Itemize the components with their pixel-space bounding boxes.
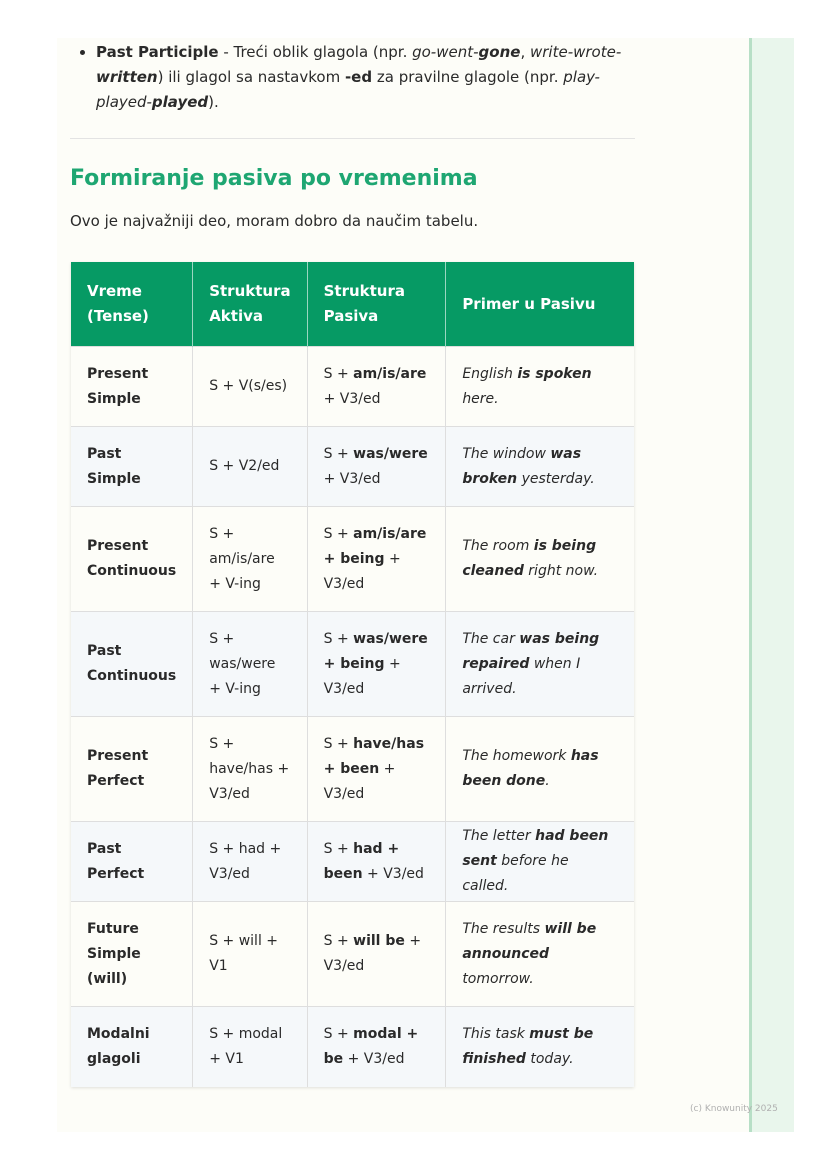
cell-passive: S + have/has + been + V3/ed (307, 717, 446, 822)
past-participle-bullet (78, 40, 638, 115)
suffix-ed: -ed (344, 68, 373, 86)
example-go: go-went-gone (412, 43, 521, 61)
cell-example: The results will be announced tomorrow. (446, 902, 634, 1007)
cell-example: The letter had been sent before he called. (446, 822, 634, 902)
cell-tense: Present Simple (71, 347, 193, 427)
section-divider (70, 138, 635, 139)
header-active: Struktura Aktiva (193, 262, 307, 347)
cell-passive: S + am/is/are + V3/ed (307, 347, 446, 427)
cell-tense: Modalni glagoli (71, 1007, 193, 1087)
table-row (71, 717, 634, 822)
cell-active: S + had + V3/ed (193, 822, 307, 902)
cell-tense: Present Continuous (71, 507, 193, 612)
table-row (71, 612, 634, 717)
cell-active: S + modal + V1 (193, 1007, 307, 1087)
cell-tense: Past Perfect (71, 822, 193, 902)
table-row (71, 822, 634, 902)
cell-active: S + will + V1 (193, 902, 307, 1007)
bullet-separator: , (520, 43, 530, 61)
cell-example: The car was being repaired when I arrived. (446, 612, 634, 717)
cell-tense: Past Continuous (71, 612, 193, 717)
table-row (71, 427, 634, 507)
bullet-text: ). (208, 93, 219, 111)
cell-example: The window was broken yesterday. (446, 427, 634, 507)
example-write: write-wrote-written (96, 43, 622, 86)
cell-passive: S + will be + V3/ed (307, 902, 446, 1007)
cell-passive: S + modal + be + V3/ed (307, 1007, 446, 1087)
table-row (71, 507, 634, 612)
table-body (71, 347, 634, 1087)
passive-tenses-table (71, 262, 634, 1087)
section-intro: Ovo je najvažniji deo, moram dobro da naučim tabelu. (70, 212, 479, 230)
table-row (71, 1007, 634, 1087)
cell-passive: S + am/is/are + being + V3/ed (307, 507, 446, 612)
cell-active: S + V2/ed (193, 427, 307, 507)
header-passive: Struktura Pasiva (307, 262, 446, 347)
bullet-text: ) ili glagol sa nastavkom (157, 68, 345, 86)
bullet-term: Past Participle (96, 43, 219, 61)
cell-active: S + am/is/are + V-ing (193, 507, 307, 612)
side-panel (749, 38, 794, 1132)
cell-active: S + V(s/es) (193, 347, 307, 427)
bullet-item (96, 40, 638, 115)
cell-passive: S + was/were + V3/ed (307, 427, 446, 507)
cell-passive: S + was/were + being + V3/ed (307, 612, 446, 717)
example-play: play-played-played (96, 68, 600, 111)
header-tense: Vreme (Tense) (71, 262, 193, 347)
cell-example: The homework has been done. (446, 717, 634, 822)
table-row (71, 902, 634, 1007)
bullet-text: za pravilne glagole (npr. (372, 68, 564, 86)
cell-tense: Future Simple (will) (71, 902, 193, 1007)
cell-example: This task must be finished today. (446, 1007, 634, 1087)
cell-active: S + have/has + V3/ed (193, 717, 307, 822)
section-heading: Formiranje pasiva po vremenima (70, 166, 478, 191)
cell-active: S + was/were + V-ing (193, 612, 307, 717)
cell-tense: Present Perfect (71, 717, 193, 822)
cell-example: English is spoken here. (446, 347, 634, 427)
cell-example: The room is being cleaned right now. (446, 507, 634, 612)
cell-tense: Past Simple (71, 427, 193, 507)
table-row (71, 347, 634, 427)
header-example: Primer u Pasivu (446, 262, 634, 347)
footer-copyright: (c) Knowunity 2025 (690, 1104, 778, 1114)
cell-passive: S + had + been + V3/ed (307, 822, 446, 902)
bullet-text: - Treći oblik glagola (npr. (218, 43, 413, 61)
table-header-row (71, 262, 634, 347)
